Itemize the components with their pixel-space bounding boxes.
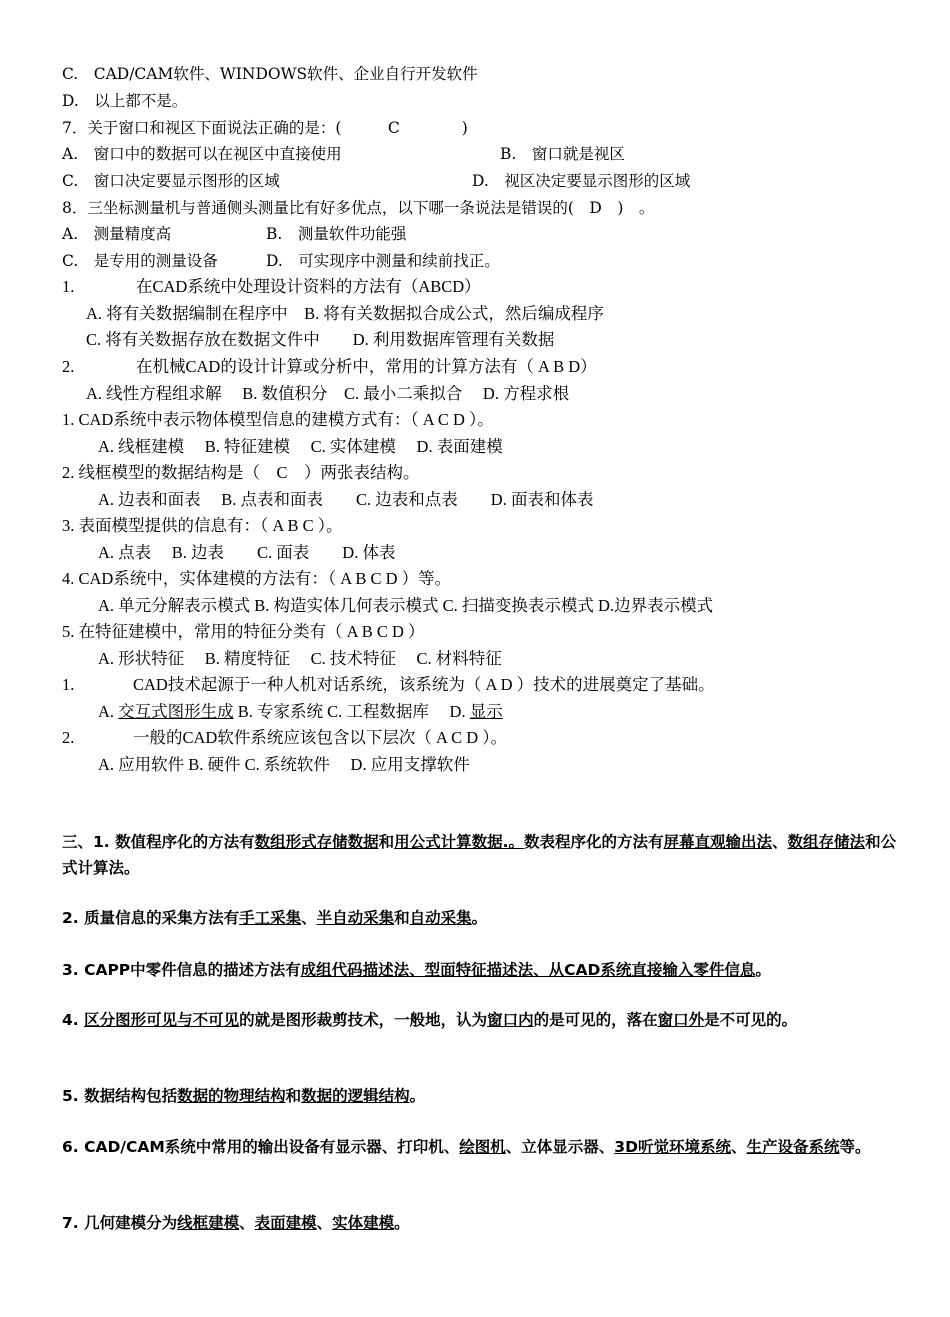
option-d-none: D. 以上都不是。 xyxy=(62,92,188,110)
section3-item-3 xyxy=(62,957,897,983)
question-8-option-c: C. 是专用的测量设备 xyxy=(62,252,218,270)
underlined-answer: 手工采集 xyxy=(239,909,302,927)
text-run: 6. CAD/CAM系统中常用的输出设备有显示器、打印机、 xyxy=(62,1138,460,1156)
underlined-answer: 表面建模 xyxy=(254,1214,317,1232)
text-run: 7. 几何建模分为 xyxy=(62,1214,178,1232)
underlined-answer: 成组代码描述法、型面特征描述法、从CAD系统直接输入零件信息 xyxy=(300,961,756,979)
underlined-answer: 3D听觉环境系统 xyxy=(614,1138,731,1156)
option-a-label: A. xyxy=(98,702,119,721)
question-c5-stem: 5. 在特征建模中，常用的特征分类有（ A B C D ） xyxy=(62,622,425,641)
text-run: 。 xyxy=(471,909,488,927)
question-c1-options: A. 线框建模 B. 特征建模 C. 实体建模 D. 表面建模 xyxy=(98,437,503,456)
text-run: 的就是图形裁剪技术，一般地，认为 xyxy=(239,1011,488,1029)
text-run: 和 xyxy=(394,909,410,927)
underlined-answer: 显示 xyxy=(469,702,503,721)
question-8-option-d: D. 可实现序中测量和续前找正。 xyxy=(266,252,500,270)
underlined-answer: 绘图机 xyxy=(459,1138,506,1156)
text-run: 三、1. 数值程序化的方法有 xyxy=(62,833,255,851)
question-c3-options: A. 点表 B. 边表 C. 面表 D. 体表 xyxy=(98,543,396,562)
question-d1-stem: CAD技术起源于一种人机对话系统，该系统为（ A D ）技术的进展奠定了基础。 xyxy=(133,675,715,694)
question-d2-stem: 一般的CAD软件系统应该包含以下层次（ A C D ）。 xyxy=(133,728,508,747)
question-c3-stem: 3. 表面模型提供的信息有：（ A B C ）。 xyxy=(62,516,343,535)
text-run: 、 xyxy=(239,1214,255,1232)
question-b1-stem: 在CAD系统中处理设计资料的方法有（ABCD） xyxy=(136,277,481,296)
question-b2-stem: 在机械CAD的设计计算或分析中，常用的计算方法有（ A B D） xyxy=(136,357,597,376)
text-run: 是不可见的。 xyxy=(704,1011,798,1029)
section3-item-7 xyxy=(62,1210,897,1236)
question-7-option-c: C. 窗口决定要显示图形的区域 xyxy=(62,172,280,190)
text-run: 、 xyxy=(301,909,317,927)
question-7-option-b: B. 窗口就是视区 xyxy=(500,145,625,163)
question-7-option-a: A. 窗口中的数据可以在视区中直接使用 xyxy=(62,145,342,163)
question-b2-options: A. 线性方程组求解 B. 数值积分 C. 最小二乘拟合 D. 方程求根 xyxy=(86,384,570,403)
section3-item-6 xyxy=(62,1134,897,1160)
underlined-answer: 数组存储法 xyxy=(787,833,866,851)
text-run: 、 xyxy=(316,1214,333,1232)
text-run: 和 xyxy=(285,1087,302,1105)
text-run: 和公式计算法。 xyxy=(62,833,897,877)
text-run: 的是可见的，落在 xyxy=(533,1011,658,1029)
section3-item-4 xyxy=(62,1007,897,1033)
options-middle: B. 专家系统 C. 工程数据库 D. xyxy=(233,702,470,721)
underlined-answer: 半自动采集 xyxy=(316,909,395,927)
text-run: 和 xyxy=(378,833,395,851)
question-c4-options: A. 单元分解表示模式 B. 构造实体几何表示模式 C. 扫描变换表示模式 D.边界表示模式 xyxy=(98,596,714,615)
text-run: 4. xyxy=(62,1011,85,1029)
section3-item-5 xyxy=(62,1083,897,1109)
question-d2-number: 2. xyxy=(62,728,75,747)
text-run: 数表程序化的方法有 xyxy=(524,833,664,851)
underlined-answer: 窗口内 xyxy=(487,1011,534,1029)
text-run: 5. 数据结构包括 xyxy=(62,1087,178,1105)
question-b1-options-1: A. 将有关数据编制在程序中 B. 将有关数据拟合成公式，然后编成程序 xyxy=(86,304,604,323)
text-run: 3. CAPP中零件信息的描述方法有 xyxy=(62,961,301,979)
question-c1-stem: 1. CAD系统中表示物体模型信息的建模方式有：（ A C D ）。 xyxy=(62,410,494,429)
underlined-answer: 屏幕直观输出法 xyxy=(663,833,773,851)
question-8-stem: 8．三坐标测量机与普通侧头测量比有好多优点，以下哪一条说法是错误的( D ) 。 xyxy=(62,199,655,217)
section3-item-2 xyxy=(62,905,897,931)
underlined-answer: 窗口外 xyxy=(657,1011,705,1029)
underlined-answer: 交互式图形生成 xyxy=(118,702,234,721)
underlined-answer: 生产设备系统 xyxy=(746,1138,840,1156)
text-run: 2. 质量信息的采集方法有 xyxy=(62,909,240,927)
question-7-stem: 7．关于窗口和视区下面说法正确的是：( C ) xyxy=(62,119,468,137)
question-b1-number: 1. xyxy=(62,277,75,296)
question-d1-options xyxy=(98,699,503,725)
question-8-option-a: A. 测量精度高 xyxy=(62,225,172,243)
text-run: 。 xyxy=(755,961,771,979)
text-run: 、 xyxy=(772,833,788,851)
text-run: 。 xyxy=(409,1087,426,1105)
option-c-software: C. CAD/CAM软件、WINDOWS软件、企业自行开发软件 xyxy=(62,65,478,83)
underlined-answer: 实体建模 xyxy=(332,1214,395,1232)
question-d2-options: A. 应用软件 B. 硬件 C. 系统软件 D. 应用支撑软件 xyxy=(98,755,470,774)
question-8-option-b: B. 测量软件功能强 xyxy=(266,225,407,243)
underlined-answer: 用公式计算数据.。 xyxy=(394,833,524,851)
underlined-answer: 数组形式存储数据 xyxy=(254,833,379,851)
question-b2-number: 2. xyxy=(62,357,75,376)
question-c2-stem: 2. 线框模型的数据结构是（ C ）两张表结构。 xyxy=(62,463,420,482)
underlined-answer: 数据的物理结构 xyxy=(177,1087,286,1105)
text-run: 等。 xyxy=(839,1138,871,1156)
text-run: 、 xyxy=(730,1138,747,1156)
underlined-answer: 线框建模 xyxy=(177,1214,240,1232)
underlined-answer: 自动采集 xyxy=(409,909,472,927)
text-run: 、立体显示器、 xyxy=(505,1138,615,1156)
question-b1-options-2: C. 将有关数据存放在数据文件中 D. 利用数据库管理有关数据 xyxy=(86,330,555,349)
text-run: 。 xyxy=(394,1214,410,1232)
question-7-option-d: D. 视区决定要显示图形的区域 xyxy=(472,172,691,190)
question-c4-stem: 4. CAD系统中，实体建模的方法有：（ A B C D ）等。 xyxy=(62,569,452,588)
underlined-answer: 数据的逻辑结构 xyxy=(301,1087,410,1105)
question-d1-number: 1. xyxy=(62,675,75,694)
question-c5-options: A. 形状特征 B. 精度特征 C. 技术特征 C. 材料特征 xyxy=(98,649,502,668)
question-c2-options: A. 边表和面表 B. 点表和面表 C. 边表和点表 D. 面表和体表 xyxy=(98,490,594,509)
underlined-answer: 区分图形可见与不可见 xyxy=(84,1011,240,1029)
section3-item-1 xyxy=(62,829,897,881)
